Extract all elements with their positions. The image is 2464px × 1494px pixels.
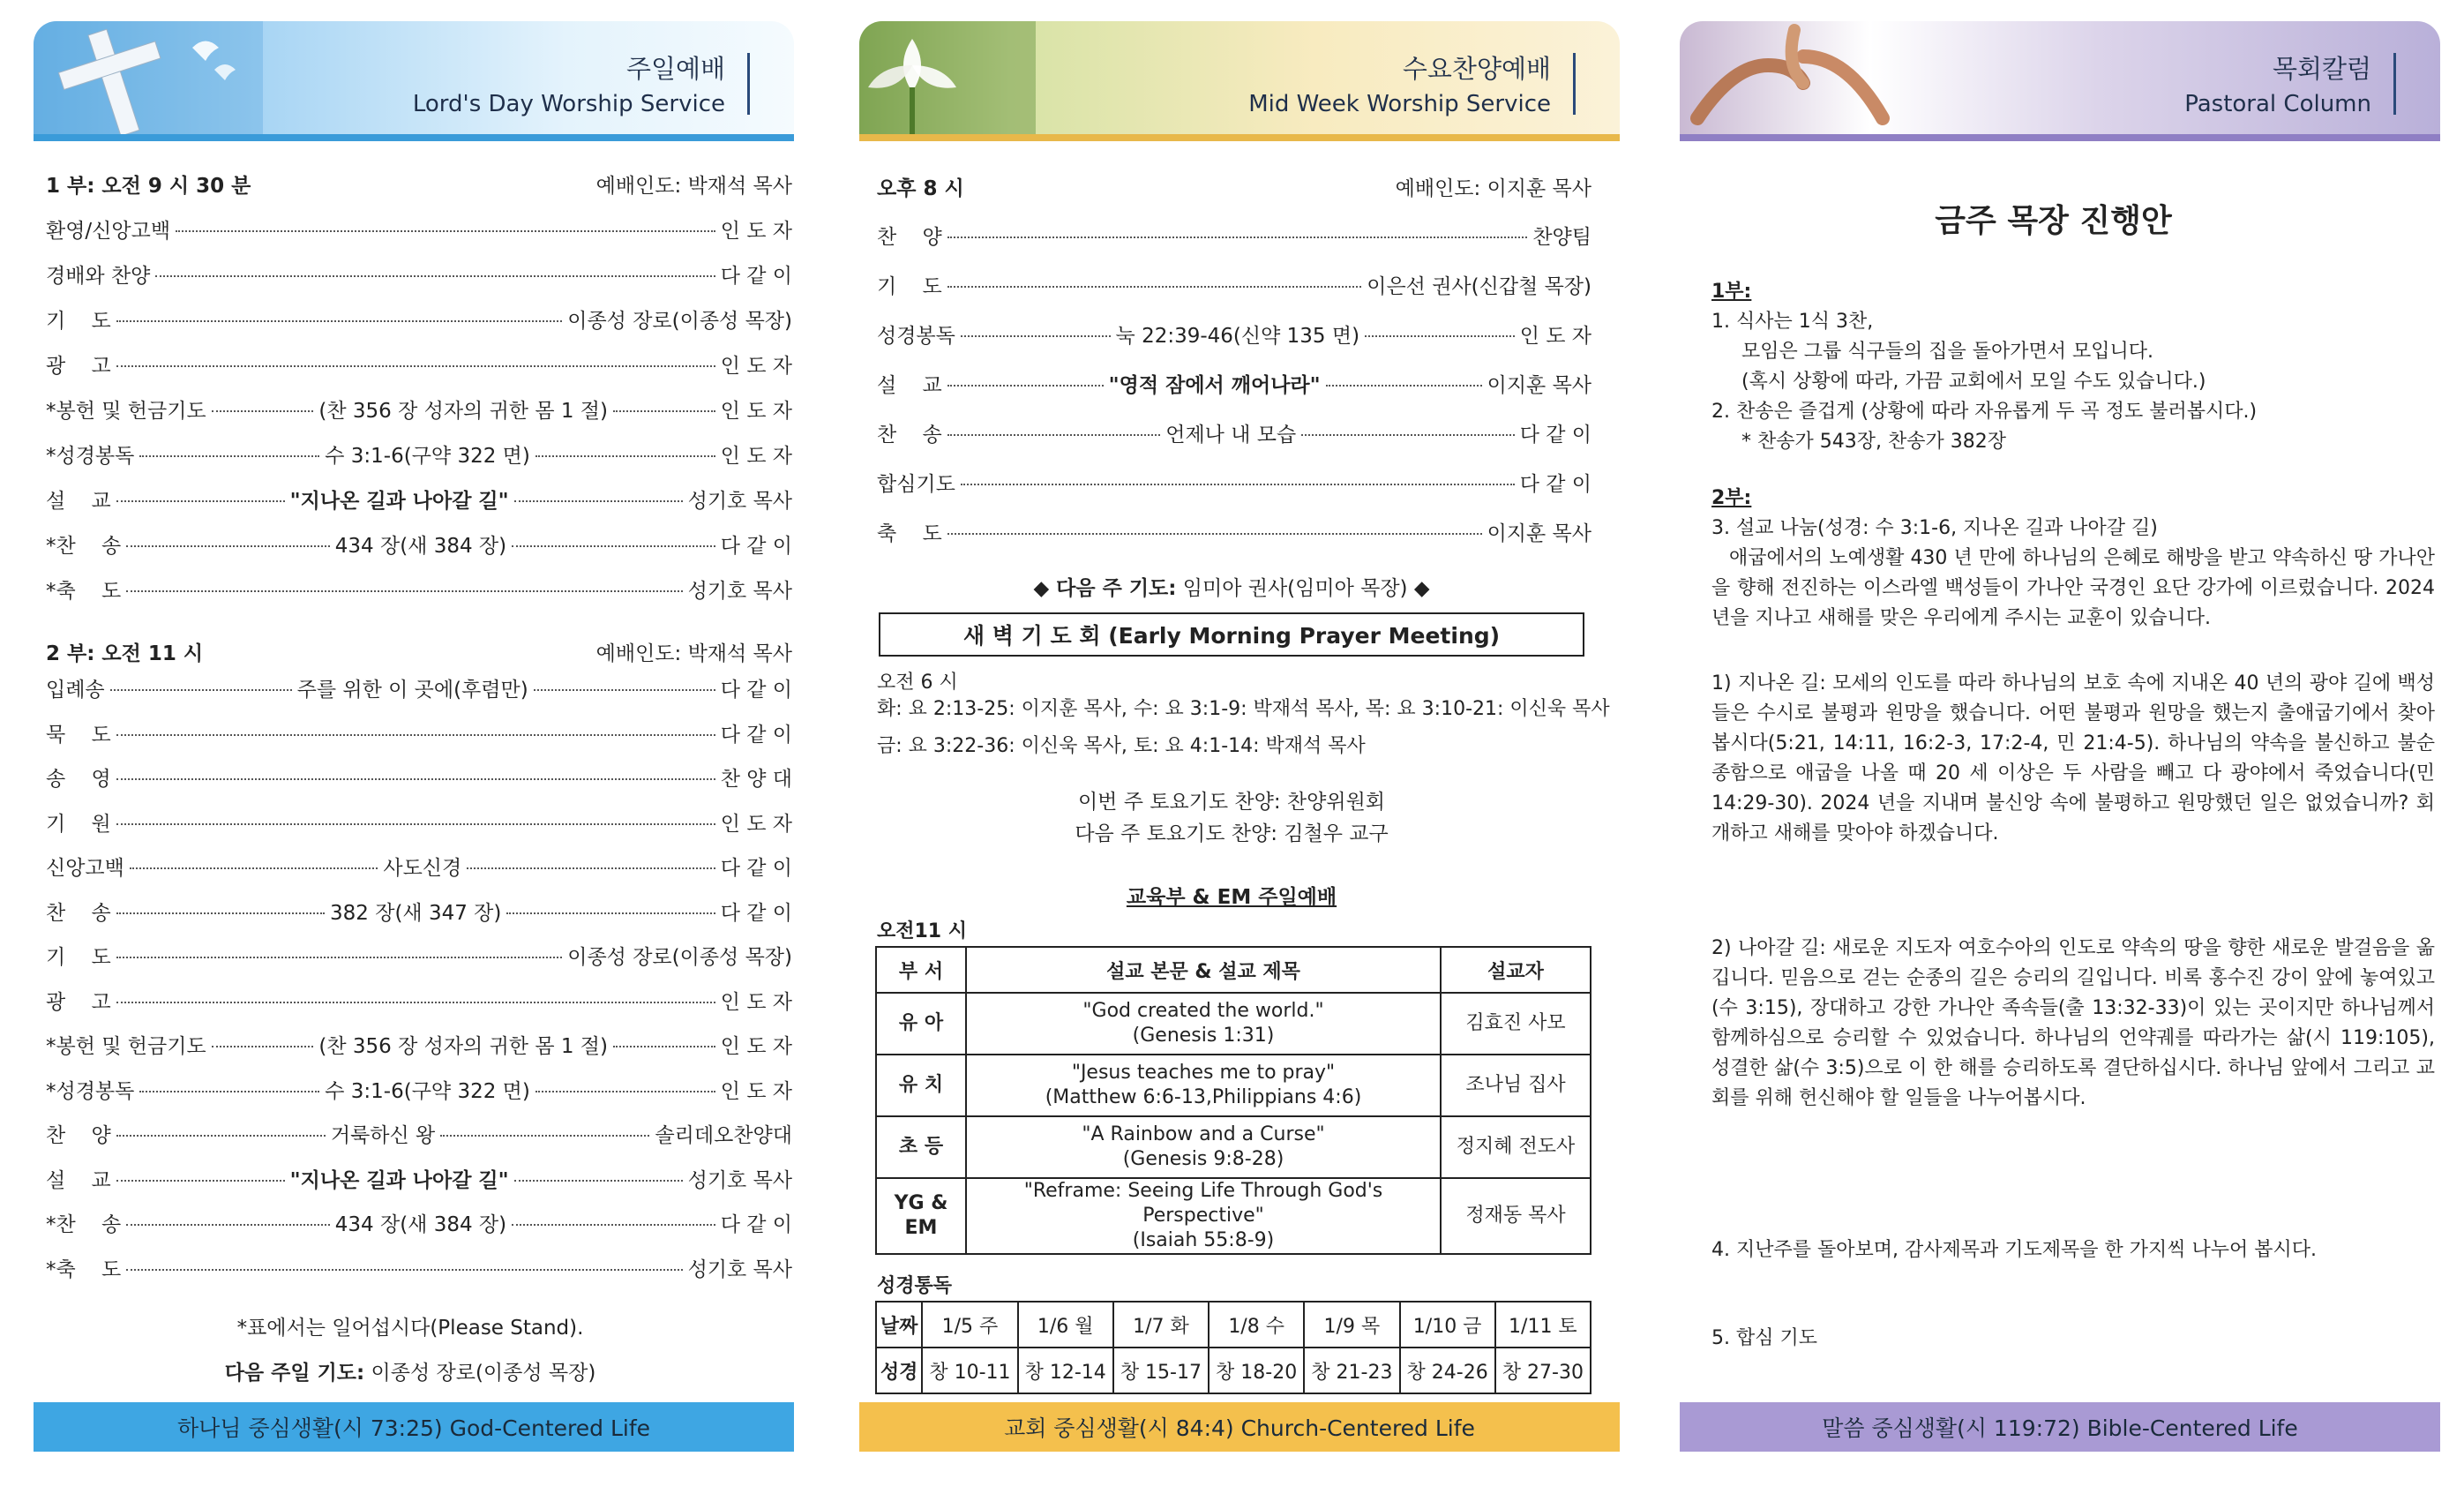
next-sunday-prayer	[0, 1356, 820, 1385]
midweek-next-prayer	[820, 572, 1643, 601]
edu-dept	[876, 1178, 966, 1254]
program-detail: "영적 잠에서 깨어나라"	[1108, 374, 1321, 397]
program-leader: 다 같 이	[720, 679, 792, 702]
part2-intro: 애굽에서의 노예생활 430 년 만에 하나님의 은혜로 해방을 받고 약속하신 땅 가나안을 향해 전진하는 이스라엘 백성들이 가나안 국경인 요단 강가에 이르렀습니다. 2024 년을 지나고 새해를 맞은 우리에게 주시는 교훈이 있습니다.	[1711, 547, 2435, 629]
program-row	[877, 369, 1591, 398]
sched-day: 1/6 월	[1018, 1302, 1113, 1348]
sched-day: 1/8 수	[1209, 1302, 1304, 1348]
table-row	[876, 1116, 1591, 1178]
edu-sermon	[966, 993, 1441, 1055]
program-row	[46, 484, 792, 514]
part1-heading: 1부:	[1711, 281, 1752, 303]
pastoral-footer: 말씀 중심생활(시 119:72) Bible-Centered Life	[1680, 1402, 2440, 1452]
program-leader: 인 도 자	[720, 220, 792, 243]
part2-future-path: 2) 나아갈 길: 새로운 지도자 여호수아의 인도로 약속의 땅을 향한 새로운 발걸음을 옮깁니다. 믿음으로 걷는 순종의 길은 승리의 길입니다. 비록 홍수진 강이 앞에 놓여있고(수 3:15), 장대하고 강한 가나안 족속들(출 13:32-33)이 있는 곳이지만 하나님께서 함께하심으로 승리할 수 있었습니다. 하나님의 언약궤를 따라가는 삶(시 119:105), 성결한 삶(수 3:5)으로 이 한 해를 승리하도록 결단하십시다. 하나님 앞에서 그리고 교회를 위해 헌신해야 할 일들을 나누어봅시다.	[1711, 937, 2435, 1109]
program-item: 경배와 찬양	[46, 265, 151, 288]
program-item: 설 교	[877, 374, 942, 397]
sched-reading: 창 10-11	[922, 1348, 1017, 1393]
program-leader: 인 도 자	[720, 355, 792, 378]
program-detail: 434 장(새 384 장)	[334, 535, 507, 558]
program-leader: 인 도 자	[720, 400, 792, 423]
program-leader: 성기호 목사	[687, 490, 793, 513]
midweek-next-prayer-label: ◆ 다음 주 기도:	[1033, 577, 1177, 600]
program-leader: 이지훈 목사	[1487, 374, 1592, 397]
edu-sermon-title: "Jesus teaches me to pray"	[1071, 1062, 1336, 1084]
edu-sermon	[966, 1116, 1441, 1178]
edu-preacher: 정재동 목사	[1441, 1178, 1591, 1254]
part2-block	[1711, 484, 2435, 634]
program-detail: 수 3:1-6(구약 322 면)	[325, 445, 530, 468]
part1-block	[1711, 277, 2435, 457]
program-leader: 다 같 이	[1519, 473, 1591, 496]
program-item: 찬 양	[877, 226, 942, 249]
program-item: 설 교	[46, 1168, 111, 1192]
program-leader: 성기호 목사	[687, 580, 792, 603]
program-detail: 수 3:1-6(구약 322 면)	[325, 1079, 530, 1103]
program-row	[46, 986, 792, 1015]
pastoral-header-en: Pastoral Column	[2184, 91, 2371, 117]
edu-sermon-title: "God created the world."	[1082, 1000, 1324, 1022]
midweek-header-en: Mid Week Worship Service	[1248, 91, 1551, 117]
program-item: 입례송	[46, 679, 105, 702]
midweek-next-prayer-name: 임미아 권사(임미아 목장) ◆	[1182, 577, 1430, 600]
edu-dept: 유 치	[876, 1055, 966, 1116]
table-row	[876, 993, 1591, 1055]
edu-sermon	[966, 1055, 1441, 1116]
sunday-header-ko: 주일예배	[625, 54, 725, 84]
joined-hands-icon	[1680, 21, 1909, 134]
program-item: 광 고	[46, 990, 111, 1014]
service2-heading	[46, 637, 792, 666]
part2-item3: 3. 설교 나눔(성경: 수 3:1-6, 지나온 길과 나아갈 길)	[1711, 517, 2158, 539]
program-detail: (찬 356 장 성자의 귀한 몸 1 절)	[318, 400, 608, 423]
sched-day: 1/5 주	[922, 1302, 1017, 1348]
header-divider	[747, 53, 750, 115]
dawn-time: 오전 6 시	[877, 672, 958, 694]
program-detail: 434 장(새 384 장)	[334, 1213, 507, 1236]
program-row	[46, 1208, 792, 1237]
program-leader: 이지훈 목사	[1487, 522, 1591, 545]
midweek-header-ko: 수요찬양예배	[1402, 54, 1551, 84]
program-leader: 인 도 자	[720, 1079, 793, 1103]
edu-title: 교육부 & EM 주일예배	[1126, 886, 1337, 909]
sched-read-label: 성경	[876, 1348, 922, 1393]
part2-heading: 2부:	[1711, 487, 1752, 509]
program-row	[46, 718, 792, 747]
program-row	[46, 762, 792, 792]
bible-reading-title: 성경통독	[877, 1275, 953, 1297]
program-item: 합심기도	[877, 473, 955, 496]
program-detail: 사도신경	[383, 857, 462, 880]
service2-leader: 예배인도: 박재석 목사	[595, 642, 792, 665]
column-title: 금주 목장 진행안	[1935, 203, 2172, 239]
program-item: 성경봉독	[877, 325, 955, 348]
edu-dept-line1: YG &	[894, 1192, 948, 1214]
program-leader: 찬 양 대	[720, 768, 792, 791]
program-leader: 인 도 자	[720, 445, 793, 468]
program-leader: 인 도 자	[1519, 325, 1591, 348]
bible-reading-table	[875, 1301, 1591, 1394]
program-item: 기 도	[877, 275, 942, 298]
program-row	[46, 304, 792, 334]
program-row	[46, 1075, 792, 1104]
program-item: 찬 송	[46, 901, 111, 925]
service1-leader: 예배인도: 박재석 목사	[595, 175, 792, 198]
table-row	[876, 1302, 1591, 1348]
sat-prayer-this-week: 이번 주 토요기도 찬양: 찬양위원회	[1077, 791, 1386, 814]
edu-dept-line2: EM	[904, 1217, 938, 1239]
dawn-prayer-title: 새 벽 기 도 회 (Early Morning Prayer Meeting)	[879, 612, 1584, 657]
sat-prayer-next-week: 다음 주 토요기도 찬양: 김철우 교구	[1075, 822, 1389, 845]
program-row	[46, 529, 792, 559]
part-item4: 4. 지난주를 돌아보며, 감사제목과 기도제목을 한 가지씩 나누어 봅시다.	[1711, 1239, 2317, 1261]
program-row	[46, 941, 792, 970]
program-row	[46, 897, 792, 926]
lily-flower-icon	[859, 21, 1089, 134]
midweek-panel	[820, 0, 1643, 1494]
program-leader: 다 같 이	[720, 901, 792, 925]
midweek-leader: 예배인도: 이지훈 목사	[1395, 177, 1591, 200]
program-leader: 이종성 장로(이종성 목장)	[567, 310, 792, 333]
edu-header-preacher: 설교자	[1441, 947, 1591, 993]
midweek-footer: 교회 중심생활(시 84:4) Church-Centered Life	[859, 1402, 1620, 1452]
edu-header-dept: 부 서	[876, 947, 966, 993]
edu-sermon-title: "A Rainbow and a Curse"	[1082, 1123, 1325, 1145]
program-row	[877, 221, 1591, 250]
program-row	[46, 439, 792, 469]
program-row	[877, 468, 1591, 497]
program-row	[46, 807, 792, 837]
program-row	[46, 1164, 792, 1193]
edu-preacher: 김효진 사모	[1441, 993, 1591, 1055]
program-item: 광 고	[46, 355, 111, 378]
program-item: 신앙고백	[46, 857, 124, 880]
program-detail: "지나온 길과 나아갈 길"	[289, 1168, 509, 1192]
edu-dept: 초 등	[876, 1116, 966, 1178]
pastoral-column-panel	[1643, 0, 2464, 1494]
program-item: *축 도	[46, 1258, 122, 1281]
table-row	[876, 1348, 1591, 1393]
dawn-schedule-1: 화: 요 2:13-25: 이지훈 목사, 수: 요 3:1-9: 박재석 목사, 목: 요 3:10-21: 이신욱 목사	[877, 698, 1610, 720]
program-row	[46, 852, 792, 881]
header-divider	[2393, 53, 2396, 115]
sched-day: 1/7 화	[1113, 1302, 1209, 1348]
program-leader: 인 도 자	[720, 812, 792, 836]
program-leader: 성기호 목사	[687, 1168, 793, 1192]
program-detail: 382 장(새 347 장)	[330, 901, 502, 925]
program-leader: 인 도 자	[720, 1035, 792, 1058]
program-detail: 거룩하신 왕	[330, 1124, 436, 1147]
program-row	[877, 319, 1591, 349]
edu-sermon-text: (Isaiah 55:8-9)	[1132, 1229, 1275, 1251]
program-item: *봉헌 및 헌금기도	[46, 400, 206, 423]
program-row	[877, 418, 1591, 447]
sunday-header-en: Lord's Day Worship Service	[412, 91, 725, 117]
pastoral-header	[1680, 21, 2440, 141]
program-detail: "지나온 길과 나아갈 길"	[289, 490, 509, 513]
edu-sermon-text: (Genesis 9:8-28)	[1122, 1148, 1284, 1170]
program-item: *성경봉독	[46, 445, 135, 468]
program-row	[877, 517, 1591, 546]
header-divider	[1573, 53, 1576, 115]
table-row	[876, 1178, 1591, 1254]
edu-sermon	[966, 1178, 1441, 1254]
sunday-footer: 하나님 중심생활(시 73:25) God-Centered Life	[34, 1402, 794, 1452]
sunday-header	[34, 21, 794, 141]
sched-reading: 창 18-20	[1209, 1348, 1304, 1393]
program-leader: 다 같 이	[720, 857, 792, 880]
cross-dove-icon	[34, 21, 263, 134]
program-item: 기 도	[46, 946, 111, 969]
part1-item2: 2. 찬송은 즐겁게 (상황에 따라 자유롭게 두 곡 정도 불러봅시다.)	[1711, 401, 2258, 423]
program-item: *봉헌 및 헌금기도	[46, 1035, 206, 1058]
sched-day: 1/10 금	[1400, 1302, 1495, 1348]
program-detail: 눅 22:39-46(신약 135 면)	[1115, 325, 1360, 348]
program-row	[46, 673, 792, 702]
program-row	[46, 259, 792, 289]
pastoral-header-ko: 목회칼럼	[2272, 54, 2371, 84]
sched-reading: 창 27-30	[1495, 1348, 1591, 1393]
program-leader: 찬양팀	[1532, 226, 1591, 249]
midweek-header	[859, 21, 1620, 141]
program-detail: (찬 356 장 성자의 귀한 몸 1 절)	[318, 1035, 608, 1058]
part1-item1-detail: 모임은 그룹 식구들의 집을 돌아가면서 모입니다.	[1741, 341, 2154, 363]
program-row	[46, 349, 792, 379]
program-item: 기 도	[46, 310, 111, 333]
edu-preacher: 조나님 집사	[1441, 1055, 1591, 1116]
sched-reading: 창 24-26	[1400, 1348, 1495, 1393]
edu-table	[875, 946, 1591, 1255]
sched-reading: 창 12-14	[1018, 1348, 1113, 1393]
program-item: *찬 송	[46, 535, 122, 558]
program-leader: 다 같 이	[1519, 424, 1591, 447]
program-row	[46, 1030, 792, 1059]
service2-time: 2 부: 오전 11 시	[46, 642, 204, 665]
edu-header-row	[876, 947, 1591, 993]
sunday-worship-panel	[0, 0, 820, 1494]
program-leader: 성기호 목사	[687, 1258, 792, 1281]
program-leader: 인 도 자	[720, 990, 792, 1014]
program-row	[877, 270, 1591, 299]
program-item: 찬 양	[46, 1124, 111, 1147]
part2-past-path: 1) 지나온 길: 모세의 인도를 따라 하나님의 보호 속에 지내온 40 년의 광야 길에 백성들은 수시로 불평과 원망을 했습니다. 어떤 불평과 원망을 했는지 출애굽기에서 찾아봅시다(5:21, 14:11, 16:2-3, 17:2-4, 민 21:4-5). 하나님의 약속을 불신하고 불순종함으로 애굽을 나올 때 20 세 이상은 두 사람을 빼고 다 광야에서 죽었습니다(민 14:29-30). 2024 년을 지내며 불신앙 속에 불평하고 원망했던 일은 없었습니까? 회개하고 새해를 맞아야 하겠습니다.	[1711, 672, 2435, 845]
part1-item1-note: (혹시 상황에 따라, 가끔 교회에서 모일 수도 있습니다.)	[1741, 371, 2206, 393]
program-item: 묵 도	[46, 723, 111, 747]
service1-heading	[46, 169, 792, 199]
program-item: 축 도	[877, 522, 942, 545]
program-row	[46, 1253, 792, 1282]
service1-time: 1 부: 오전 9 시 30 분	[46, 175, 251, 198]
program-leader: 다 같 이	[720, 265, 792, 288]
program-leader: 이종성 장로(이종성 목장)	[567, 946, 792, 969]
program-leader: 다 같 이	[720, 535, 792, 558]
sched-day: 1/11 토	[1495, 1302, 1591, 1348]
part-item5: 5. 합심 기도	[1711, 1327, 1817, 1349]
program-leader: 이은선 권사(신갑철 목장)	[1367, 275, 1591, 298]
program-row	[46, 574, 792, 604]
program-item: 환영/신앙고백	[46, 220, 171, 243]
sched-day-label: 날짜	[876, 1302, 922, 1348]
program-item: 기 원	[46, 812, 111, 836]
program-detail: 주를 위한 이 곳에(후렴만)	[296, 679, 528, 702]
dawn-schedule-2: 금: 요 3:22-36: 이신욱 목사, 토: 요 4:1-14: 박재석 목사	[877, 735, 1366, 757]
program-row	[46, 1119, 792, 1148]
sched-day: 1/9 목	[1304, 1302, 1399, 1348]
program-detail: 언제나 내 모습	[1165, 424, 1297, 447]
program-item: *성경봉독	[46, 1079, 135, 1103]
part1-item1: 1. 식사는 1식 3찬,	[1711, 311, 1874, 333]
edu-sermon-title: "Reframe: Seeing Life Through God's Perspective"	[1023, 1180, 1383, 1227]
program-item: *찬 송	[46, 1213, 122, 1236]
program-row	[46, 394, 792, 424]
program-item: 송 영	[46, 768, 111, 791]
program-leader: 다 같 이	[720, 723, 792, 747]
midweek-heading	[877, 172, 1591, 201]
program-leader: 솔리데오찬양대	[655, 1124, 792, 1147]
edu-sermon-text: (Genesis 1:31)	[1132, 1025, 1275, 1047]
program-leader: 다 같 이	[720, 1213, 792, 1236]
edu-dept: 유 아	[876, 993, 966, 1055]
next-sunday-prayer-label: 다음 주일 기도:	[224, 1362, 365, 1385]
program-item: *축 도	[46, 580, 122, 603]
table-row	[876, 1055, 1591, 1116]
sched-reading: 창 15-17	[1113, 1348, 1209, 1393]
program-row	[46, 214, 792, 244]
program-item: 찬 송	[877, 424, 942, 447]
sched-reading: 창 21-23	[1304, 1348, 1399, 1393]
stand-note: *표에서는 일어섭시다(Please Stand).	[236, 1317, 584, 1340]
part1-item2-hymns: * 찬송가 543장, 찬송가 382장	[1741, 431, 2006, 453]
edu-sermon-text: (Matthew 6:6-13,Philippians 4:6)	[1045, 1086, 1362, 1108]
edu-preacher: 정지혜 전도사	[1441, 1116, 1591, 1178]
edu-time: 오전11 시	[877, 920, 968, 942]
edu-header-sermon: 설교 본문 & 설교 제목	[966, 947, 1441, 993]
next-sunday-prayer-name: 이종성 장로(이종성 목장)	[371, 1362, 596, 1385]
midweek-time: 오후 8 시	[877, 177, 964, 200]
program-item: 설 교	[46, 490, 111, 513]
